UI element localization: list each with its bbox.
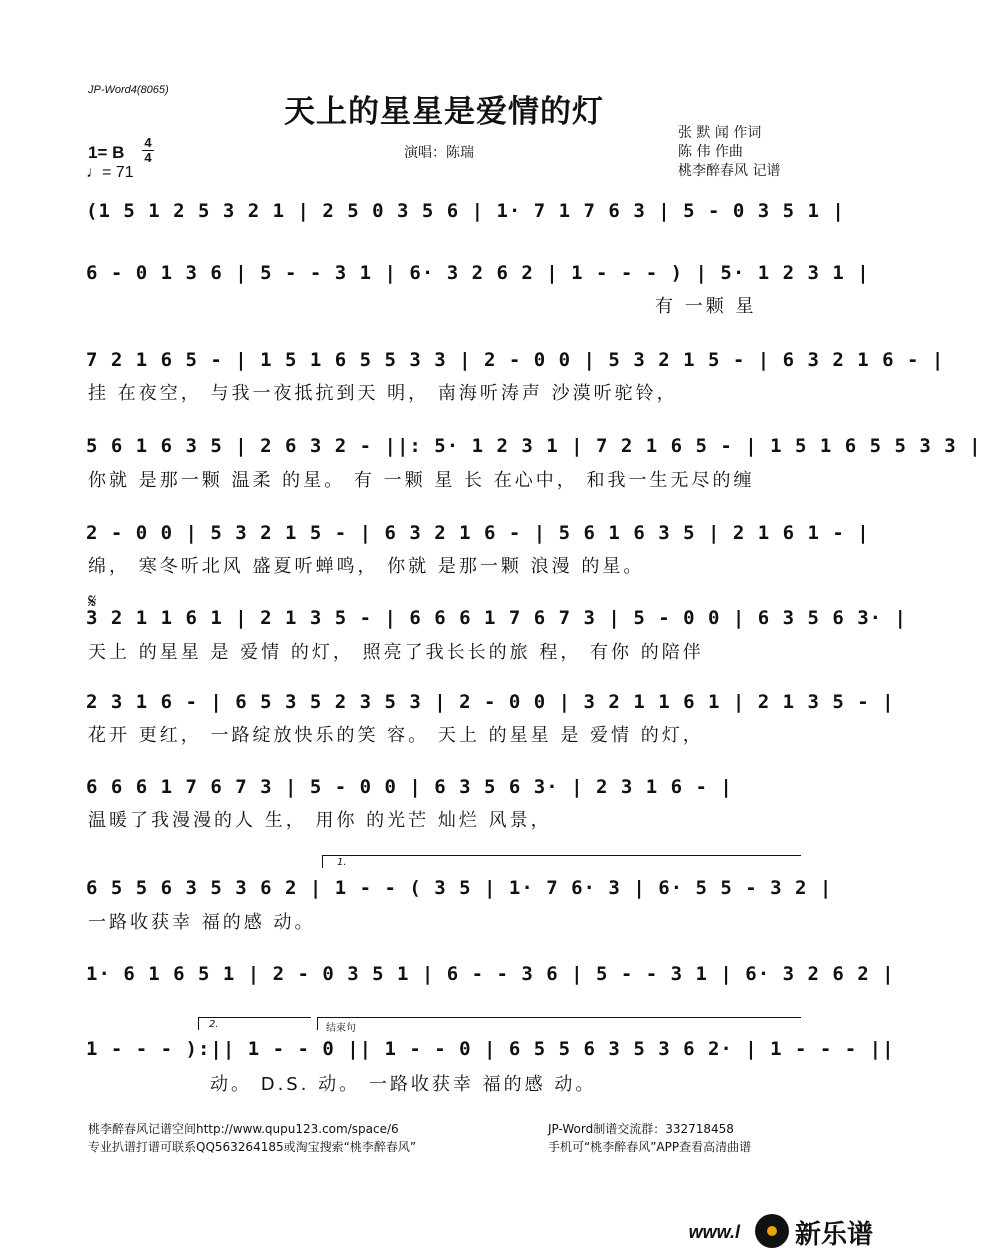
score-row-3-notes: 7 2 1 6 5 - | 1 5 1 6 5 5 3 3 | 2 - 0 0 | 5 3 2 1 5 - | 6 3 2 1 6 - | (86, 349, 945, 371)
score-row-7-notes: 2 3 1 6 - | 6 5 3 5 2 3 5 3 | 2 - 0 0 | 3 2 1 1 6 1 | 2 1 3 5 - | (86, 691, 895, 713)
song-title: 天上的星星是爱情的灯 (284, 94, 604, 130)
composer-credit: 陈 伟 作曲 (678, 144, 743, 160)
source-label: JP-Word4(8065) (88, 84, 169, 96)
volta-1-bracket (322, 855, 801, 868)
footer-contact: 专业扒谱打谱可联系QQ563264185或淘宝搜索“桃李醉春风” (88, 1140, 417, 1154)
lyricist-credit: 张 默 闻 作词 (678, 125, 762, 141)
coda-bracket (317, 1017, 801, 1034)
footer-app: 手机可“桃李醉春风”APP查看高清曲谱 (548, 1140, 752, 1154)
vinyl-record-icon (755, 1214, 789, 1248)
time-signature (142, 137, 154, 164)
volta-2-label: 2. (209, 1019, 219, 1030)
score-row-9-lyrics: 一路收获幸 福的感 动。 (88, 912, 316, 933)
volta-2-bracket (198, 1017, 311, 1030)
footer-group: JP-Word制谱交流群：332718458 (548, 1122, 734, 1136)
score-row-2-notes: 6 - 0 1 3 6 | 5 - - 3 1 | 6· 3 2 6 2 | 1 - - - ) | 5· 1 2 3 1 | (86, 262, 870, 284)
score-row-8-lyrics: 温暖了我漫漫的人 生， 用你 的光芒 灿烂 风景， (88, 810, 552, 831)
volta-1-label: 1. (337, 857, 347, 868)
score-row-6-lyrics: 天上 的星星 是 爱情 的灯， 照亮了我长长的旅 程， 有你 的陪伴 (88, 642, 704, 663)
watermark-name: 新乐谱 (795, 1220, 874, 1250)
score-row-9-notes: 6 5 5 6 3 5 3 6 2 | 1 - - ( 3 5 | 1· 7 6· 3 | 6· 5 5 - 3 2 | (86, 877, 833, 899)
segno-sign: 𝄋 (88, 589, 97, 613)
score-row-7-lyrics: 花开 更红， 一路绽放快乐的笑 容。 天上 的星星 是 爱情 的灯， (88, 725, 704, 746)
score-row-1-notes: (1 5 1 2 5 3 2 1 | 2 5 0 3 5 6 | 1· 7 1 7 6 3 | 5 - 0 3 5 1 | (86, 200, 845, 222)
transcriber-credit: 桃李醉春风 记谱 (678, 163, 781, 179)
time-signature-bottom: 4 (144, 150, 152, 165)
score-row-5-lyrics: 绵， 寒冬听北风 盛夏听蝉鸣， 你就 是那一颗 浪漫 的星。 (88, 556, 645, 577)
tempo-marking: ♩= 71 (86, 164, 134, 181)
score-row-5-notes: 2 - 0 0 | 5 3 2 1 5 - | 6 3 2 1 6 - | 5 6 1 6 3 5 | 2 1 6 1 - | (86, 522, 870, 544)
singer-credit: 演唱：陈瑞 (404, 145, 474, 161)
score-row-4-lyrics: 你就 是那一颗 温柔 的星。 有 一颗 星 长 在心中， 和我一生无尽的缠 (88, 470, 755, 491)
coda-label: 结束句 (326, 1023, 356, 1034)
score-row-10-notes: 1· 6 1 6 5 1 | 2 - 0 3 5 1 | 6 - - 3 6 | 5 - - 3 1 | 6· 3 2 6 2 | (86, 963, 895, 985)
score-row-6-notes: 3 2 1 1 6 1 | 2 1 3 5 - | 6 6 6 1 7 6 7 3 | 5 - 0 0 | 6 3 5 6 3· | (86, 607, 907, 629)
score-row-11-lyrics: 动。 D.S. 动。 一路收获幸 福的感 动。 (210, 1074, 597, 1095)
watermark-url: www.l (688, 1222, 740, 1242)
score-row-11-notes: 1 - - - ):|| 1 - - 0 || 1 - - 0 | 6 5 5 6 3 5 3 6 2· | 1 - - - || (86, 1038, 895, 1060)
score-row-2-lyrics: 有 一颗 星 (655, 296, 757, 317)
score-row-4-notes: 5 6 1 6 3 5 | 2 6 3 2 - ||: 5· 1 2 3 1 | 7 2 1 6 5 - | 1 5 1 6 5 5 3 3 | (86, 435, 982, 457)
score-row-8-notes: 6 6 6 1 7 6 7 3 | 5 - 0 0 | 6 3 5 6 3· | 2 3 1 6 - | (86, 776, 733, 798)
time-signature-top: 4 (144, 135, 152, 150)
footer-space-url: 桃李醉春风记谱空间http://www.qupu123.com/space/6 (88, 1122, 399, 1136)
key-signature: 1= B (88, 143, 125, 162)
score-row-3-lyrics: 挂 在夜空， 与我一夜抵抗到天 明， 南海听涛声 沙漠听驼铃， (88, 383, 678, 404)
